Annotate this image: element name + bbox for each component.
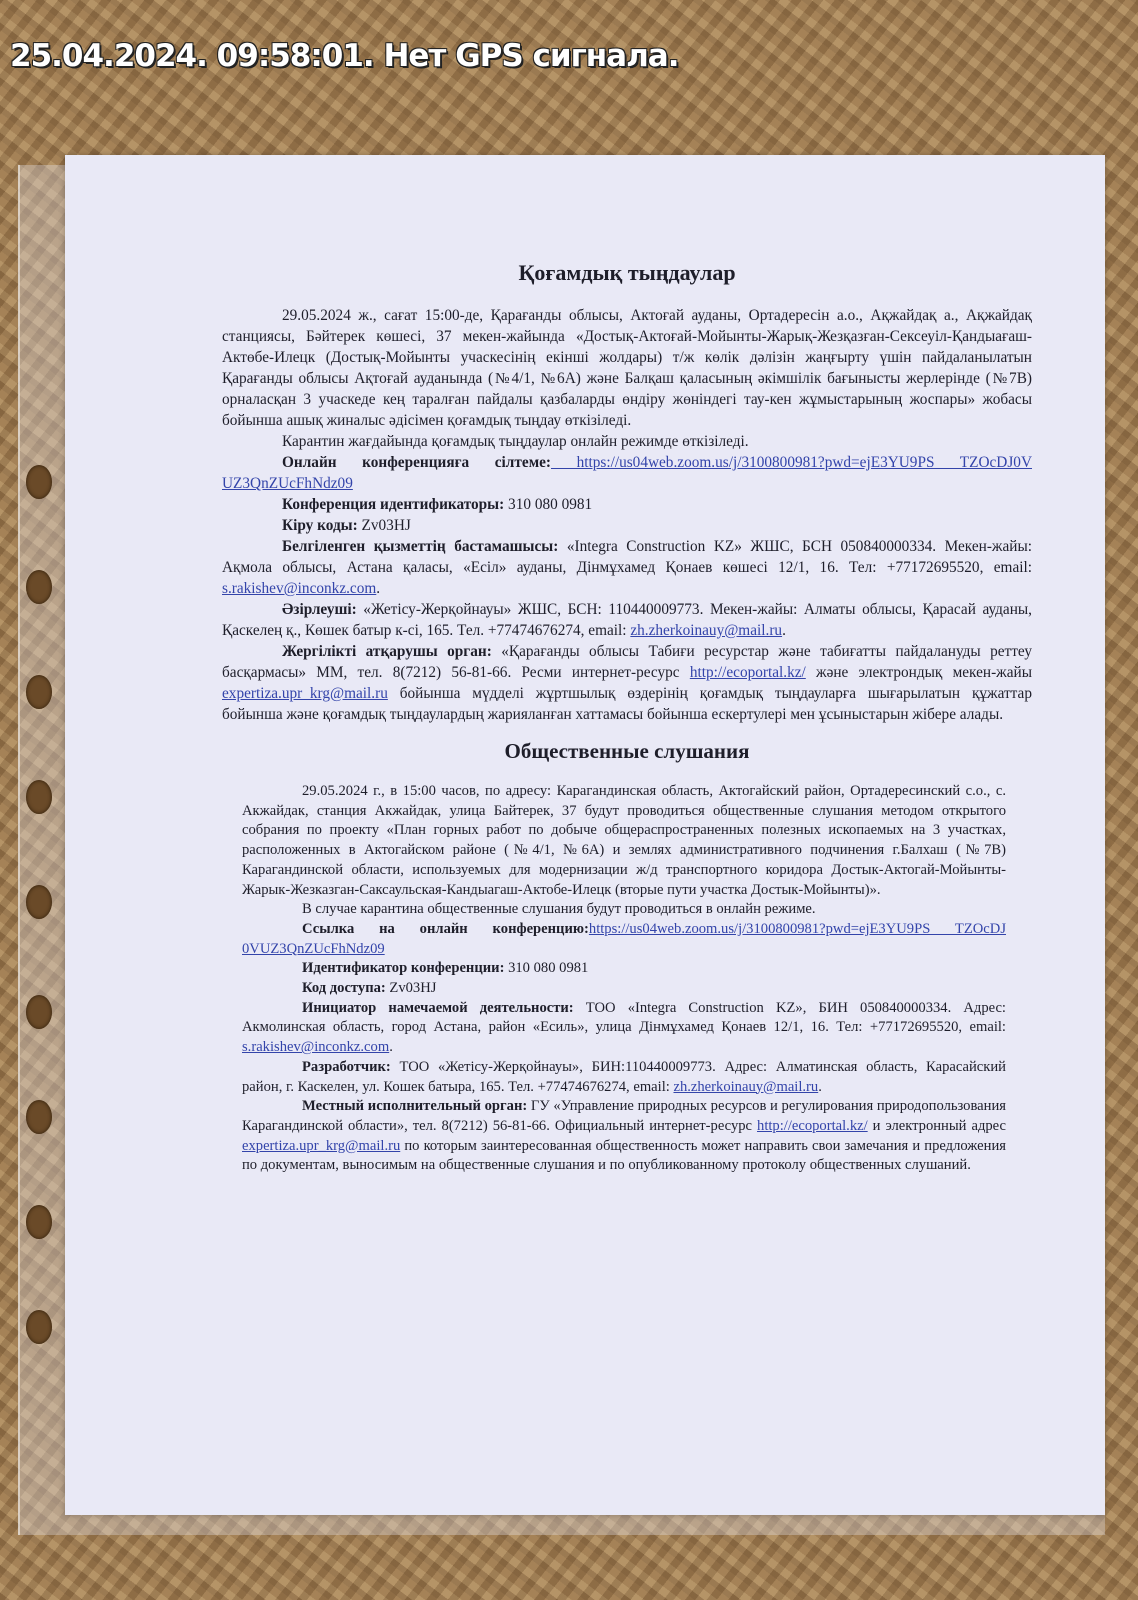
kz-initiator-paragraph: Белгіленген қызметтің бастамашысы: «Integra Construction KZ» ЖШС, БСН 050840000334. Мекен-жайы: Ақмола облысы, Астана қаласы, «Есіл» ауданы, Дінмұхамед Қонаев көшесі 12/1, 16. Тел: +77172695520, email: s.rakishev@inconkz.com. — [222, 538, 1032, 597]
punch-hole — [26, 1310, 52, 1344]
ru-conference-link-line — [242, 920, 1006, 959]
ru-developer-paragraph: Разработчик: ТОО «Жетісу-Жерқойнауы», БИН:110440009773. Адрес: Алматинская область, Карасайский район, г. Каскелен, ул. Кошек батыра, 165. Тел. +77474676274, email: zh.zherkoinauy@mail.ru. — [242, 1058, 1006, 1095]
kz-developer-email[interactable]: zh.zherkoinauy@mail.ru — [630, 622, 783, 639]
ru-access-code-line — [242, 979, 1006, 999]
ru-local-text1: ГУ «Управление природных ресурсов и регулирования природопользования Карагандинской области», тел. 8(7212) 56-81-66. Официальный интернет-ресурс — [242, 1098, 1006, 1134]
kz-zoom-link[interactable]: https://us04web.zoom.us/j/3100800981?pwd=ejE3YU9PS TZOcDJ0V UZ3QnZUcFhNdz09 — [222, 454, 1032, 492]
ru-local-text2: и электронный адрес — [867, 1117, 1006, 1134]
kz-paragraph-main: 29.05.2024 ж., сағат 15:00-де, Қарағанды облысы, Актоғай ауданы, Ортадересін а.о., Ақжайдақ а., Ақжайдақ станциясы, Бәйтерек көшесі, 37 мекен-жайында «Достық-Актоғай-Мойынты-Жарық-Жезқазған-Сексеуіл-Қандыағаш-Актөбе-Илецк (Достық-Мойынты учаскесінің екінші жолдары) т/ж көлік дәлізін жаңғырту үшін пайдаланылатын Қарағанды облысы Ақтоғай ауданында (№4/1, №6А) және Балқаш қаласының әкімшілік бағынысты жерлерінде (№7В) орналасқан 3 учаскеде кең таралған пайдалы қазбаларды өндіру жөніндегі тау-кен жұмыстарының жоспары» жобасы бойынша ашық жиналыс әдісімен қоғамдық тыңдау өткізіледі. — [222, 307, 1032, 429]
ru-paragraph-quarantine: В случае карантина общественные слушания будут проводиться в онлайн режиме. — [302, 901, 816, 918]
kz-access-code: Zv03HJ — [357, 517, 411, 534]
ru-zoom-link[interactable]: https://us04web.zoom.us/j/3100800981?pwd=ejE3YU9PS TZOcDJ 0VUZ3QnZUcFhNdz09 — [242, 920, 1006, 957]
kz-developer-label: Әзірлеуші: — [282, 601, 357, 618]
punch-hole — [26, 995, 52, 1029]
kz-conference-link-line — [222, 452, 1032, 494]
ru-link-label: Ссылка на онлайн конференцию: — [302, 920, 589, 937]
kz-title: Қоғамдық тыңдаулар — [518, 260, 736, 285]
ru-local-label: Местный исполнительный орган: — [302, 1098, 528, 1115]
kz-local-label: Жергілікті атқарушы орган: — [282, 643, 492, 660]
punch-hole — [26, 1100, 52, 1134]
ru-initiator-label: Инициатор намечаемой деятельности: — [302, 999, 574, 1016]
kz-initiator-text: «Integra Construction KZ» ЖШС, БСН 050840000334. Мекен-жайы: Ақмола облысы, Астана қаласы, «Есіл» ауданы, Дінмұхамед Қонаев көшесі 12/1, 16. Тел: +77172695520, email: — [222, 538, 1032, 576]
punch-hole — [26, 780, 52, 814]
ru-local-text3: по которым заинтересованная общественность может направить свои замечания и предложения по документам, выносимым на общественные слушания и по опубликованному протоколу общественных слушаний. — [242, 1137, 1006, 1174]
ru-local-site-link[interactable]: http://ecoportal.kz/ — [757, 1117, 868, 1134]
ru-conf-id: 310 080 0981 — [504, 960, 589, 977]
ru-initiator-email[interactable]: s.rakishev@inconkz.com — [242, 1039, 390, 1056]
kz-developer-paragraph: Әзірлеуші: «Жетісу-Жерқойнауы» ЖШС, БСН: 110440009773. Мекен-жайы: Алматы облысы, Қарасай ауданы, Қаскелең қ., Көшек батыр к-сі, 165. Тел. +77474676274, email: zh.zherkoinauy@mail.ru. — [222, 601, 1032, 639]
ru-title: Общественные слушания — [504, 739, 750, 763]
ru-conf-id-label: Идентификатор конференции: — [302, 960, 505, 977]
photo-timestamp: 25.04.2024. 09:58:01. Нет GPS сигнала. — [10, 38, 679, 74]
kz-conf-id-label: Конференция идентификаторы: — [282, 496, 505, 513]
kz-initiator-email[interactable]: s.rakishev@inconkz.com — [222, 580, 377, 597]
ru-developer-label: Разработчик: — [302, 1058, 391, 1075]
kz-local-text3: бойынша мүдделі жұртшылық өздерінің қоғамдық тыңдауларға шығарылатын құжаттар бойынша және қоғамдық тыңдаулардың жарияланған хаттамасы бойынша ескертулері мен ұсыныстарын жібере алады. — [222, 685, 1032, 723]
ru-developer-text: ТОО «Жетісу-Жерқойнауы», БИН:110440009773. Адрес: Алматинская область, Карасайский район, г. Каскелен, ул. Кошек батыра, 165. Тел. +77474676274, email: — [242, 1058, 1006, 1095]
kz-local-site-link[interactable]: http://ecoportal.kz/ — [689, 664, 806, 681]
punch-hole — [26, 465, 52, 499]
ru-conference-id-line — [242, 959, 1006, 979]
kz-access-label: Кіру коды: — [282, 517, 358, 534]
ru-section — [242, 782, 1006, 1176]
ru-initiator-text: ТОО «Integra Construction KZ», БИН 050840000334. Адрес: Акмолинская область, город Астана, район «Есиль», улица Дінмұхамед Қонаев 12/1, 16. Тел: +77172695520, email: — [242, 999, 1006, 1036]
kz-local-text1: «Қарағанды облысы Табиғи ресурстар және табиғатты пайдалануды реттеу басқармасы» ММ, тел. 8(7212) 56-81-66. Ресми интернет-ресурс — [222, 643, 1032, 681]
kz-access-code-line — [222, 515, 1032, 536]
ru-initiator-paragraph: Инициатор намечаемой деятельности: ТОО «Integra Construction KZ», БИН 050840000334. Адрес: Акмолинская область, город Астана, район «Есиль», улица Дінмұхамед Қонаев 12/1, 16. Тел: +77172695520, email: s.rakishev@inconkz.com. — [242, 999, 1006, 1056]
ru-access-label: Код доступа: — [302, 980, 386, 997]
notice-content — [222, 262, 1032, 1176]
punch-hole — [26, 675, 52, 709]
ru-local-email[interactable]: expertiza.upr_krg@mail.ru — [242, 1137, 401, 1154]
kz-initiator-label: Белгіленген қызметтің бастамашысы: — [282, 538, 559, 555]
ru-developer-email[interactable]: zh.zherkoinauy@mail.ru — [673, 1078, 819, 1095]
punch-hole — [26, 570, 52, 604]
kz-local-text2: және электрондық мекен-жайы — [805, 664, 1032, 681]
kz-conference-id-line — [222, 494, 1032, 515]
kz-paragraph-quarantine: Карантин жағдайында қоғамдық тыңдаулар онлайн режимде өткізіледі. — [282, 433, 749, 450]
kz-conf-id: 310 080 0981 — [504, 496, 593, 513]
kz-link-label: Онлайн конференцияға сілтеме: — [282, 454, 551, 471]
kz-developer-text: «Жетісу-Жерқойнауы» ЖШС, БСН: 110440009773. Мекен-жайы: Алматы облысы, Қарасай ауданы, Қаскелең қ., Көшек батыр к-сі, 165. Тел. +77474676274, email: — [222, 601, 1032, 639]
kz-local-authority-paragraph — [222, 641, 1032, 725]
kz-local-email[interactable]: expertiza.upr_krg@mail.ru — [222, 685, 388, 702]
ru-paragraph-main: 29.05.2024 г., в 15:00 часов, по адресу: Карагандинская область, Актогайский район, Ортадересинский с.о., с. Акжайдак, станция Акжайдак, улица Байтерек, 37 будут проводиться общественные слушания методом открытого собрания по проекту «План горных работ по добыче общераспространенных полезных ископаемых на 3 участках, расположенных в Актогайском районе (№4/1, №6А) и землях административного подчинения г.Балхаш (№7В) Карагандинской области, используемых для модернизации ж/д транспортного коридора Достык-Актогай-Мойынты-Жарык-Жезказган-Саксаульская-Кандыагаш-Актобе-Илецк (вторые пути участка Достык-Мойынты)». — [242, 783, 1006, 898]
punch-hole — [26, 1205, 52, 1239]
ru-access-code: Zv03HJ — [385, 980, 437, 997]
ru-local-authority-paragraph — [242, 1097, 1006, 1176]
punch-hole — [26, 885, 52, 919]
